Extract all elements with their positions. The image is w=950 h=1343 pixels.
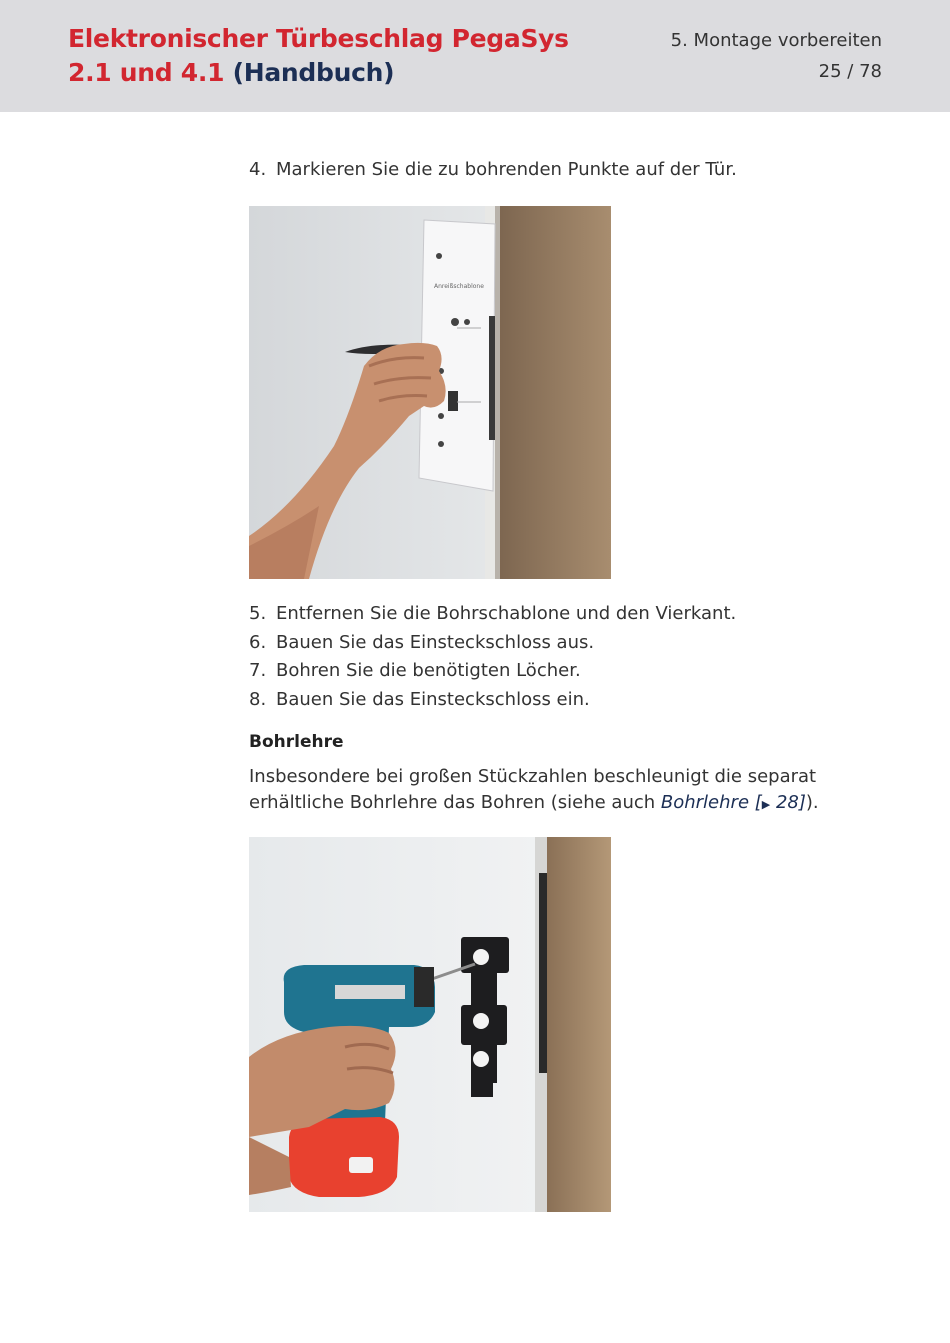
paragraph-text-end: ). bbox=[805, 792, 819, 813]
handbook-label: (Handbuch) bbox=[232, 58, 395, 87]
step-number: 4. bbox=[249, 159, 267, 180]
step-item bbox=[249, 660, 581, 681]
step-number: 7. bbox=[249, 660, 267, 681]
document-title: Elektronischer Türbeschlag PegaSys bbox=[68, 24, 569, 53]
step-item bbox=[249, 159, 737, 180]
section-heading-bohrlehre: Bohrlehre bbox=[249, 732, 344, 752]
step-item bbox=[249, 689, 590, 710]
step-text: Entfernen Sie die Bohrschablone und den Vierkant. bbox=[276, 603, 737, 624]
link-page: 28 bbox=[775, 792, 799, 813]
version-text: 2.1 und 4.1 bbox=[68, 58, 225, 87]
link-text: Bohrlehre [ bbox=[660, 792, 762, 813]
bohrlehre-link[interactable] bbox=[661, 792, 806, 813]
paragraph-text: Insbesondere bei großen Stückzahlen beschleunigt die separat erhältliche Bohrlehre das Bohren (siehe auch bbox=[249, 766, 817, 813]
photo-drilling-jig bbox=[249, 837, 611, 1212]
step-number: 5. bbox=[249, 603, 267, 624]
step-text: Bauen Sie das Einsteckschloss aus. bbox=[276, 632, 595, 653]
step-text: Bohren Sie die benötigten Löcher. bbox=[276, 660, 581, 681]
photo-drilling-image bbox=[249, 837, 611, 1212]
step-item bbox=[249, 603, 736, 624]
step-text: Bauen Sie das Einsteckschloss ein. bbox=[276, 689, 590, 710]
photo-marking-template bbox=[249, 206, 611, 579]
template-sheet-label: Anreißschablone bbox=[434, 283, 484, 290]
section-title: 5. Montage vorbereiten bbox=[670, 30, 882, 51]
bohrlehre-paragraph bbox=[249, 764, 889, 818]
step-text: Markieren Sie die zu bohrenden Punkte auf der Tür. bbox=[276, 159, 737, 180]
page-number: 25 / 78 bbox=[818, 61, 882, 82]
link-close: ] bbox=[798, 792, 806, 813]
link-arrow-icon: ▶ bbox=[761, 798, 771, 811]
step-item bbox=[249, 632, 594, 653]
photo-marking-image bbox=[249, 206, 611, 579]
document-title-line2 bbox=[68, 58, 394, 87]
step-number: 8. bbox=[249, 689, 267, 710]
page-header bbox=[0, 0, 950, 112]
step-number: 6. bbox=[249, 632, 267, 653]
